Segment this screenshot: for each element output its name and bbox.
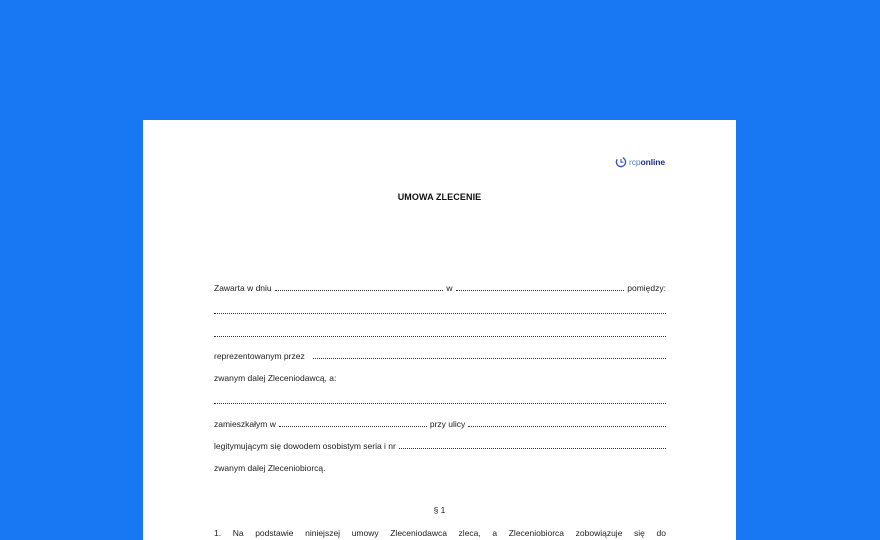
- logo-prefix: rcp: [629, 157, 641, 167]
- clause-1-content: 1. Na podstawie niniejszej umowy Zleceniodawca zleca, a Zleceniobiorca zobowiązuje się do: [214, 528, 666, 538]
- blank-street: [468, 418, 666, 427]
- line-address: [214, 418, 666, 430]
- blank-represented-by: [313, 350, 666, 359]
- label-residing-in: zamieszkałym w: [214, 419, 276, 429]
- document-page: [143, 120, 736, 540]
- line-date-place: [214, 282, 666, 294]
- line-principal: [214, 373, 666, 384]
- logo-suffix: online: [640, 157, 665, 167]
- blank-party-line-2: [214, 328, 666, 337]
- label-principal: zwanym dalej Zleceniodawcą, a:: [214, 373, 337, 383]
- label-between: pomiędzy:: [627, 283, 666, 293]
- logo-wordmark: [629, 156, 665, 168]
- blank-place: [456, 282, 625, 291]
- blank-residing-in: [279, 418, 427, 427]
- line-contractor-label: [214, 463, 666, 474]
- label-represented-by: reprezentowanym przez: [214, 351, 305, 361]
- document-title: UMOWA ZLECENIE: [397, 192, 482, 202]
- rcponline-logo: [615, 155, 665, 169]
- section-1-heading: § 1: [433, 505, 446, 515]
- clock-logo-icon: [615, 156, 627, 168]
- blank-id-document: [399, 440, 666, 449]
- line-contractor: [214, 395, 666, 404]
- line-party-2: [214, 328, 666, 337]
- blank-party-line-1: [214, 305, 666, 314]
- label-place: w: [446, 283, 453, 293]
- blank-contractor: [214, 395, 666, 404]
- clause-1-text: [214, 528, 666, 538]
- line-represented-by: [214, 350, 666, 362]
- label-date: Zawarta w dniu: [214, 283, 272, 293]
- label-street: przy ulicy: [429, 419, 466, 429]
- line-id-document: [214, 440, 666, 452]
- label-contractor: zwanym dalej Zleceniobiorcą.: [214, 463, 326, 473]
- blank-date: [275, 282, 444, 291]
- label-id-document: legitymującym się dowodem osobistym seria i nr: [214, 441, 396, 451]
- line-party-1: [214, 305, 666, 314]
